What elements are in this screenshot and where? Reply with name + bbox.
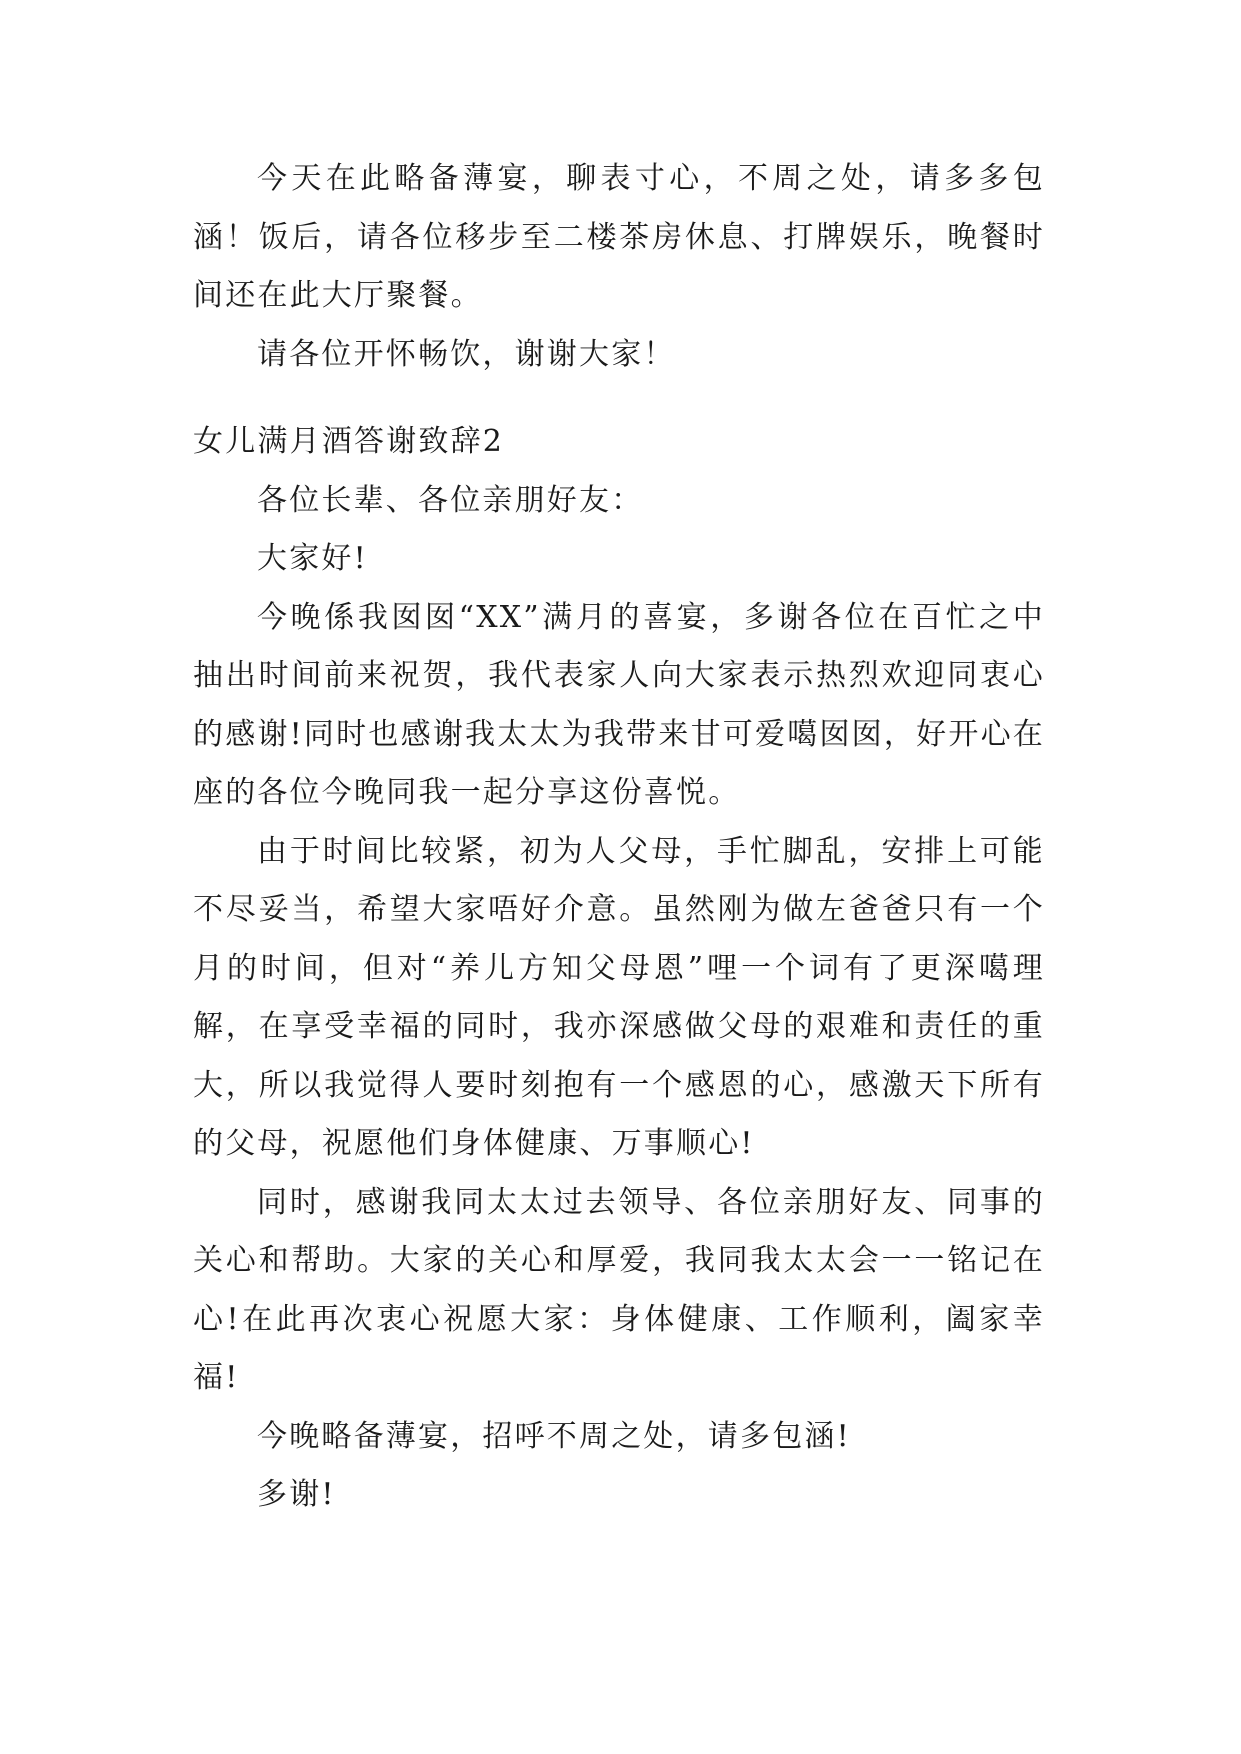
- section-title: 女儿满月酒答谢致辞2: [193, 424, 505, 459]
- closing: 多谢!: [257, 1477, 336, 1512]
- paragraph: 今晚係我囡囡“XX”满月的喜宴，多谢各位在百忙之中抽出时间前来祝贺，我代表家人向大家表示热烈欢迎同衷心的感谢!同时也感谢我太太为我带来甘可爱噶囡囡，好开心在座的各位今晚同我一起分享这份喜悦。: [193, 599, 1045, 810]
- paragraph: 由于时间比较紧，初为人父母，手忙脚乱，安排上可能不尽妥当，希望大家唔好介意。虽然刚为做左爸爸只有一个月的时间，但对“养儿方知父母恩”哩一个词有了更深噶理解，在享受幸福的同时，我亦深感做父母的艰难和责任的重大，所以我觉得人要时刻抱有一个感恩的心，感激天下所有的父母，祝愿他们身体健康、万事顺心!: [193, 833, 1045, 1161]
- paragraph: 今晚略备薄宴，招呼不周之处，请多包涵!: [257, 1418, 851, 1454]
- greeting: 大家好!: [257, 541, 368, 576]
- salutation: 各位长辈、各位亲朋好友：: [257, 482, 644, 518]
- paragraph: 今天在此略备薄宴，聊表寸心，不周之处，请多多包涵！饭后，请各位移步至二楼茶房休息、打牌娱乐，晚餐时间还在此大厅聚餐。: [193, 161, 1045, 313]
- paragraph: 同时，感谢我同太太过去领导、各位亲朋好友、同事的关心和帮助。大家的关心和厚爱，我同我太太会一一铭记在心!在此再次衷心祝愿大家：身体健康、工作顺利，阖家幸福!: [193, 1184, 1045, 1395]
- section-gap: [193, 384, 1045, 413]
- paragraph: 请各位开怀畅饮，谢谢大家！: [257, 336, 676, 372]
